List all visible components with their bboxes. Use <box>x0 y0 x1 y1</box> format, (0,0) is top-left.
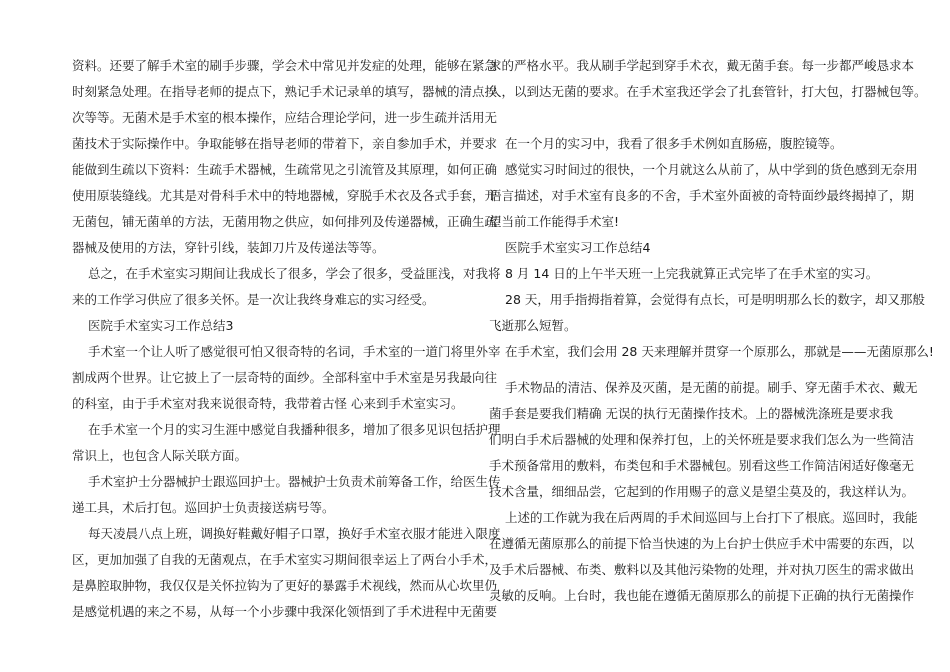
left-column-line: 无菌包，铺无菌单的方法，无菌用物之供应，如何排列及传递器械，正确生疏 <box>72 214 498 229</box>
left-column-line: 割成两个世界。让它披上了一层奇特的面纱。全部科室中手术室是另我最向往 <box>72 370 498 385</box>
right-column-line: 8 月 14 日的上午半天班一上完我就算正式完毕了在手术室的实习。 <box>505 266 879 281</box>
right-column-line: 飞逝那么短暂。 <box>489 318 577 333</box>
right-column-line: 手术物品的清洁、保养及灭菌，是无菌的前提。刷手、穿无菌手术衣、戴无 <box>505 380 918 395</box>
right-column-line: 们明白手术后器械的处理和保养打包，上的关怀班是要求我们怎么为一些简洁 <box>489 432 915 447</box>
left-column-line: 总之，在手术室实习期间让我成长了很多，学会了很多，受益匪浅，对我将 <box>88 266 501 281</box>
left-column-line: 器械及使用的方法，穿针引线，装卸刀片及传递法等等。 <box>72 240 385 255</box>
left-column-line: 医院手术室实习工作总结3 <box>88 318 234 333</box>
left-column-line: 手术室一个让人听了感觉很可怕又很奇特的名词，手术室的一道门将里外宰 <box>88 344 501 359</box>
left-column-line: 区，更加加强了自我的无菌观点，在手术室实习期间很幸运上了两台小手术， <box>72 552 498 567</box>
right-column-line: 望当前工作能得手术室! <box>489 214 620 229</box>
right-column-line: 语言描述，对手术室有良多的不舍，手术室外面被的奇特面纱最终揭掉了，期 <box>489 188 915 203</box>
right-column-line: 在手术室，我们会用 28 天来理解并贯穿一个原那么，那就是——无菌原那么! <box>505 344 934 359</box>
left-column-line: 菌技术于实际操作中。争取能够在指导老师的带着下，亲自参加手术，并要求 <box>72 136 498 151</box>
left-column-line: 是鼻腔取肿物，我仅仅是关怀拉钩为了更好的暴露手术视线，然而从心坎里仍 <box>72 578 498 593</box>
right-column-line: 菌手套是要我们精确 无误的执行无菌操作技术。上的器械洗涤班是要求我 <box>489 406 893 421</box>
right-column-line: 灵敏的反响。上台时，我也能在遵循无菌原那么的前提下正确的执行无菌操作 <box>489 588 915 603</box>
left-column-line: 是感觉机遇的来之不易，从每一个小步骤中我深化领悟到了手术进程中无菌要 <box>72 604 498 619</box>
left-column-line: 来的工作学习供应了很多关怀。是一次让我终身难忘的实习经受。 <box>72 292 435 307</box>
right-column-line: 在遵循无菌原那么的前提下恰当快速的为上台护士供应手术中需要的东西，以 <box>489 536 915 551</box>
left-column-line: 次等等。无菌术是手术室的根本操作，应结合理论学问，进一步生疏并活用无 <box>72 110 498 125</box>
right-column-line: 上述的工作就为我在后两周的手术间巡回与上台打下了根底。巡回时，我能 <box>505 510 918 525</box>
left-column-line: 的科室，由于手术室对我来说很奇特，我带着古怪 心来到手术室实习。 <box>72 396 464 411</box>
left-column-line: 在手术室一个月的实习生涯中感觉自我播种很多，增加了很多见识包括护理 <box>88 422 501 437</box>
left-column-line: 能做到生疏以下资料：生疏手术器械，生疏常见之引流管及其原理，如何正确 <box>72 162 498 177</box>
right-column-line: 28 天，用手指拇指着算，会觉得有点长，可是明明那么长的数字，却又那般 <box>505 292 925 307</box>
left-column-line: 资料。还要了解手术室的刷手步骤，学会术中常见并发症的处理，能够在紧急 <box>72 58 498 73</box>
right-column-line: 在一个月的实习中，我看了很多手术例如直肠癌，腹腔镜等。 <box>505 136 843 151</box>
left-column-line: 手术室护士分器械护士跟巡回护士。器械护士负责术前筹备工作，给医生传 <box>88 474 501 489</box>
left-column-line: 递工具，术后打包。巡回护士负责接送病号等。 <box>72 500 335 515</box>
right-column-line: 人，以到达无菌的要求。在手术室我还学会了扎套管针，打大包，打器械包等。 <box>489 84 927 99</box>
left-column-line: 使用原装缝线。尤其是对骨科手术中的特地器械，穿脱手术衣及各式手套，开 <box>72 188 498 203</box>
right-column-line: 手术预备常用的敷料，布类包和手术器械包。别看这些工作简洁闲适好像毫无 <box>489 458 915 473</box>
right-column-line: 感觉实习时间过的很快，一个月就这么从前了，从中学到的货色感到无奈用 <box>505 162 918 177</box>
left-column-line: 常识上，也包含人际关联方面。 <box>72 448 248 463</box>
left-column-line: 每天凌晨八点上班，调换好鞋戴好帽子口罩，换好手术室衣服才能进入限度 <box>88 526 501 541</box>
right-column-line: 及手术后器械、布类、敷料以及其他污染物的处理，并对执刀医生的需求做出 <box>489 562 915 577</box>
right-column-line: 医院手术室实习工作总结4 <box>505 240 651 255</box>
right-column-line: 求的严格水平。我从刷手学起到穿手术衣，戴无菌手套。每一步都严峻恳求本 <box>489 58 915 73</box>
right-column-line: 技术含量，细细品尝，它起到的作用赐子的意义是望尘莫及的，我这样认为。 <box>489 484 915 499</box>
left-column-line: 时刻紧急处理。在指导老师的提点下，熟记手术记录单的填写，器械的清点挨 <box>72 84 498 99</box>
